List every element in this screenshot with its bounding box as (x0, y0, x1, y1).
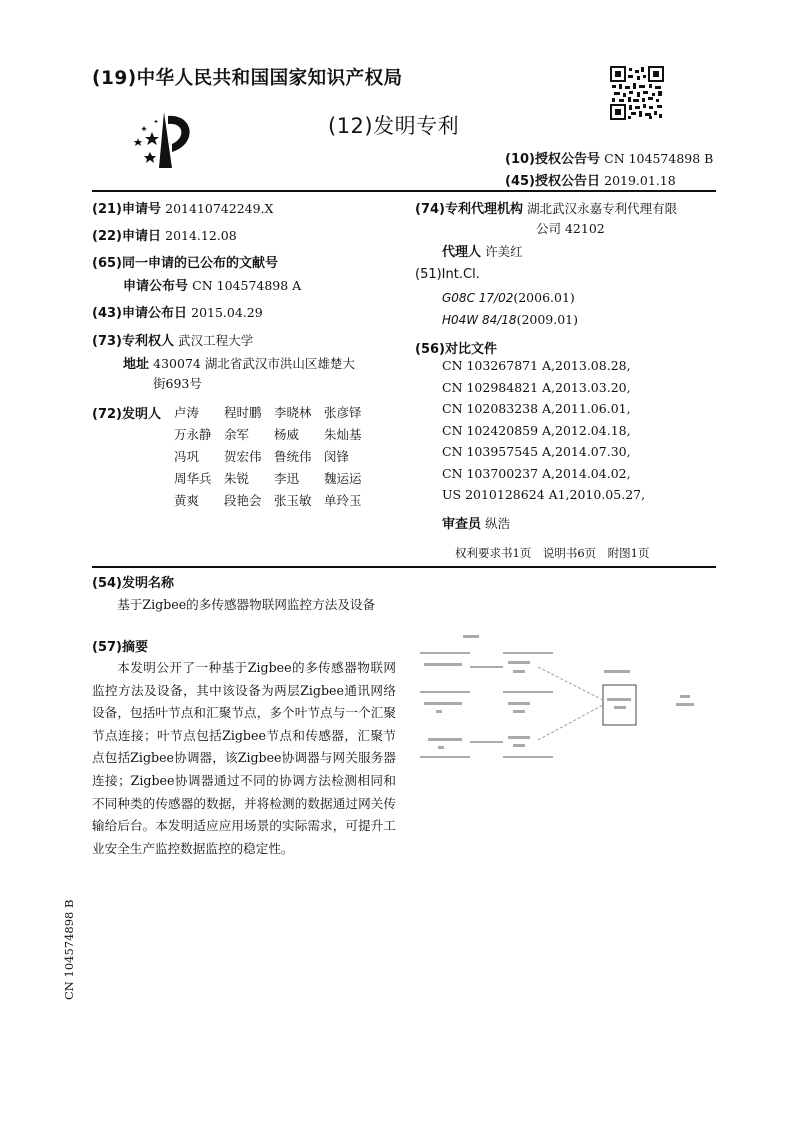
grant-publication-number (505, 148, 713, 167)
references-label (415, 338, 497, 357)
inventor-name: 贺宏伟 (224, 449, 262, 464)
inventor-name: 朱锐 (224, 471, 250, 486)
abstract-label-text: (57)摘要 (92, 640, 148, 655)
application-date-label: (22)申请日 (92, 229, 161, 244)
application-number-value: 201410742249.X (165, 201, 274, 216)
application-date-value: 2014.12.08 (165, 228, 237, 243)
title-label-text: (54)发明名称 (92, 576, 174, 591)
agency-label: (74)专利代理机构 (415, 202, 523, 217)
grant-date-value: 2019.01.18 (604, 173, 676, 188)
office-name: (19)中华人民共和国国家知识产权局 (92, 68, 403, 89)
int-cl-version: (2009.01) (516, 312, 579, 327)
application-publication-number-value: CN 104574898 A (192, 278, 302, 293)
inventor-name: 冯巩 (174, 449, 200, 464)
application-publication-date (92, 302, 263, 321)
agent-value: 许美红 (485, 244, 523, 259)
application-publication-date-value: 2015.04.29 (191, 305, 263, 320)
agent-label: 代理人 (442, 245, 482, 260)
prior-publication-label (92, 252, 278, 271)
patentee-value: 武汉工程大学 (178, 333, 254, 348)
inventor-name: 卢涛 (174, 405, 200, 420)
inventor-name: 黄爽 (174, 493, 200, 508)
inventor-name: 李晓林 (274, 405, 312, 420)
section-divider (92, 566, 716, 568)
grant-publication-number-value: CN 104574898 B (604, 151, 714, 166)
patentee (92, 330, 253, 349)
int-cl-label (415, 267, 480, 282)
cnipa-logo-icon (128, 108, 198, 172)
application-publication-number-label: 申请公布号 (123, 279, 189, 294)
agent (442, 241, 523, 260)
address-line-1: 430074 湖北省武汉市洪山区雄楚大 (153, 356, 355, 371)
inventors-label-text: (72)发明人 (92, 407, 161, 422)
examiner (442, 513, 510, 532)
inventor-name: 程时鹏 (224, 405, 262, 420)
reference-item: CN 103957545 A,2014.07.30, (442, 444, 631, 459)
inventor-name: 杨威 (274, 427, 300, 442)
inventor-name: 万永静 (174, 427, 212, 442)
agency-line-2 (536, 219, 605, 237)
application-date (92, 225, 237, 244)
int-cl-label-text: (51)Int.Cl. (415, 267, 480, 282)
application-publication-number (123, 275, 301, 294)
references-label-text: (56)对比文件 (415, 342, 497, 357)
grant-date-label: (45)授权公告日 (505, 174, 600, 189)
reference-item: US 2010128624 A1,2010.05.27, (442, 487, 646, 502)
abstract-figure (418, 630, 718, 770)
int-cl-code: G08C 17/02 (442, 291, 514, 305)
int-cl-item (442, 312, 578, 328)
inventor-name: 张彦铎 (324, 405, 362, 420)
address-label: 地址 (123, 357, 150, 372)
agency-line-1: 湖北武汉永嘉专利代理有限 (527, 201, 678, 216)
qr-code-icon[interactable] (610, 66, 664, 120)
grant-date (505, 170, 676, 189)
address-line-2 (153, 374, 202, 392)
inventor-name: 单玲玉 (324, 493, 362, 508)
reference-item: CN 102420859 A,2012.04.18, (442, 422, 631, 438)
page-counts-text: 权利要求书1页 说明书6页 附图1页 (455, 546, 650, 560)
inventor-name: 段艳会 (224, 493, 262, 508)
inventor-name: 朱灿基 (324, 427, 362, 442)
abstract-label (92, 636, 148, 655)
patentee-label: (73)专利权人 (92, 334, 174, 349)
address (123, 353, 355, 372)
examiner-value: 纵浩 (485, 516, 511, 531)
side-publication-code: CN 104574898 B (62, 899, 76, 1000)
grant-publication-number-label: (10)授权公告号 (505, 152, 600, 167)
application-publication-date-label: (43)申请公布日 (92, 306, 187, 321)
header-divider (92, 190, 716, 192)
inventor-name: 魏运运 (324, 471, 362, 486)
inventor-name: 李迅 (274, 471, 300, 486)
inventor-name: 余军 (224, 427, 250, 442)
title-label (92, 572, 174, 591)
application-number (92, 198, 273, 217)
int-cl-version: (2006.01) (513, 290, 575, 305)
reference-item: CN 102083238 A,2011.06.01, (442, 401, 631, 416)
application-number-label: (21)申请号 (92, 202, 161, 217)
inventor-name: 周华兵 (174, 471, 212, 486)
page-counts (455, 545, 649, 561)
inventor-name: 闵锋 (324, 449, 350, 464)
inventors-label (92, 403, 161, 422)
int-cl-item (442, 290, 575, 306)
reference-item: CN 103700237 A,2014.04.02, (442, 465, 631, 481)
invention-title: 基于Zigbee的多传感器物联网监控方法及设备 (117, 597, 376, 612)
address-line-2-text: 街693号 (153, 376, 202, 391)
reference-item: CN 102984821 A,2013.03.20, (442, 379, 631, 395)
abstract-text: 本发明公开了一种基于Zigbee的多传感器物联网监控方法及设备，其中该设备为两层Zigbee通讯网络设备，包括叶节点和汇聚节点，多个叶节点与一个汇聚节点连接；叶节点包括Zigbee节点和传感器，汇聚节点包括Zigbee协调器，该Zigbee协调器与网关服务器连接；Zigbee协调器通过不同的协调方法检测相同和不同种类的传感器的数据，并将检测的数据通过网关传输给后台。本发明适应应用场景的实际需求，可提升工业安全生产监控数据监控的稳定性。 (92, 660, 396, 856)
int-cl-code: H04W 84/18 (442, 313, 517, 327)
prior-publication-label-text: (65)同一申请的已公布的文献号 (92, 256, 278, 271)
examiner-label: 审查员 (442, 517, 482, 532)
reference-item: CN 103267871 A,2013.08.28, (442, 358, 631, 373)
document-kind: (12)发明专利 (328, 114, 460, 138)
inventor-name: 张玉敏 (274, 493, 312, 508)
agency-line-2-text: 公司 42102 (536, 221, 605, 236)
inventor-name: 鲁统伟 (274, 449, 312, 464)
agency (415, 198, 677, 217)
